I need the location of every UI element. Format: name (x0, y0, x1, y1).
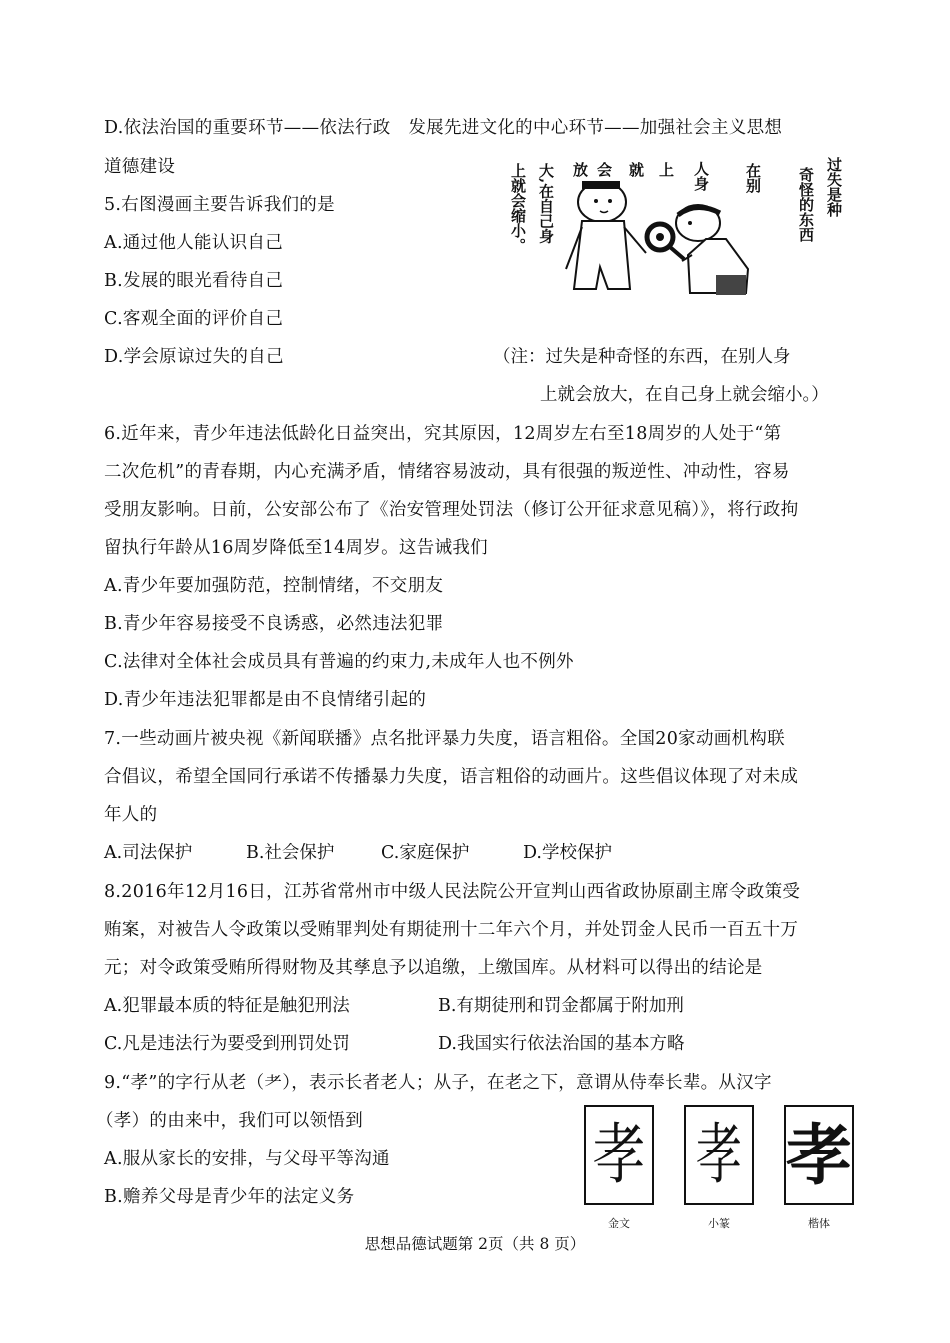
q5-stem: 5.右图漫画主要告诉我们的是 (104, 195, 335, 215)
q9-stem-line2: （孝）的由来中，我们可以领悟到 (96, 1111, 363, 1131)
q9-option-a: A.服从家长的安排，与父母平等沟通 (104, 1149, 390, 1169)
q7-option-b: B.社会保护 (246, 843, 335, 863)
q7-stem-line3: 年人的 (104, 805, 158, 825)
q6-option-d: D.青少年违法犯罪都是由不良情绪引起的 (104, 690, 427, 710)
glyph-kaiti: 孝 (784, 1105, 854, 1205)
q9-stem-line1: 9.“孝”的字行从老（耂），表示长者老人；从子，在老之下，意谓从侍奉长辈。从汉字 (104, 1073, 772, 1093)
cartoon-caption-2: 奇怪的东西 (797, 167, 815, 242)
cartoon-caption-8: 放 (573, 161, 589, 179)
glyph-label-kaiti: 楷体 (808, 1217, 830, 1230)
glyph-jinwen: 孝 (584, 1105, 654, 1205)
q5-option-b: B.发展的眼光看待自己 (104, 271, 284, 291)
cartoon-caption-6: 就 (629, 161, 645, 179)
q8-option-a: A.犯罪最本质的特征是触犯刑法 (104, 996, 350, 1016)
cartoon-caption-5: 上 (659, 161, 675, 179)
q8-option-d: D.我国实行依法治国的基本方略 (438, 1034, 685, 1054)
q6-option-c: C.法律对全体社会成员具有普遍的约束力,未成年人也不例外 (104, 652, 574, 672)
cartoon-caption-7: 会 (597, 161, 613, 179)
page-footer: 思想品德试题第 2页（共 8 页） (364, 1235, 586, 1253)
q8-option-c: C.凡是违法行为要受到刑罚处罚 (104, 1034, 350, 1054)
q4-option-d-line1: D.依法治国的重要环节——依法行政 发展先进文化的中心环节——加强社会主义思想 (104, 118, 783, 138)
q5-option-a: A.通过他人能认识自己 (104, 233, 283, 253)
q7-option-d: D.学校保护 (523, 843, 612, 863)
cartoon-caption-1: 过失是种 (825, 157, 843, 217)
cartoon-note-line2: 上就会放大，在自己身上就会缩小。） (540, 385, 829, 405)
q6-option-a: A.青少年要加强防范，控制情绪，不交朋友 (104, 576, 444, 596)
q9-option-b: B.赡养父母是青少年的法定义务 (104, 1187, 355, 1207)
q6-stem-line2: 二次危机”的青春期，内心充满矛盾，情绪容易波动，具有很强的叛逆性、冲动性，容易 (104, 462, 790, 482)
cartoon-caption-4: 人身 (692, 161, 710, 191)
glyph-label-jinwen: 金文 (608, 1217, 630, 1230)
q8-stem-line1: 8.2016年12月16日，江苏省常州市中级人民法院公开宣判山西省政协原副主席令政策受 (104, 882, 801, 902)
cartoon-note-line1: （注：过失是种奇怪的东西，在别人身 (493, 347, 791, 367)
q8-stem-line3: 元；对令政策受贿所得财物及其孳息予以追缴，上缴国库。从材料可以得出的结论是 (104, 958, 763, 978)
cartoon-caption-10: 上就会缩小。 (509, 163, 527, 253)
q7-option-a: A.司法保护 (104, 843, 193, 863)
q7-stem-line1: 7.一些动画片被央视《新闻联播》点名批评暴力失度，语言粗俗。全国20家动画机构联 (104, 729, 785, 749)
cartoon-caption-9: 大,在自己身 (537, 163, 555, 244)
q6-stem-line4: 留执行年龄从16周岁降低至14周岁。这告诫我们 (104, 538, 488, 558)
q6-option-b: B.青少年容易接受不良诱惑，必然违法犯罪 (104, 614, 444, 634)
q6-stem-line1: 6.近年来，青少年违法低龄化日益突出，究其原因，12周岁左右至18周岁的人处于“第 (104, 424, 782, 444)
glyph-label-xiaozhuan: 小篆 (708, 1217, 730, 1230)
q6-stem-line3: 受朋友影响。日前，公安部公布了《治安管理处罚法（修订公开征求意见稿）》，将行政拘 (104, 500, 799, 520)
cartoon-illustration (500, 157, 848, 305)
q5-option-c: C.客观全面的评价自己 (104, 309, 284, 329)
q7-option-c: C.家庭保护 (381, 843, 470, 863)
q8-stem-line2: 贿案，对被告人令政策以受贿罪判处有期徒刑十二年六个月，并处罚金人民币一百五十万 (104, 920, 799, 940)
q7-stem-line2: 合倡议，希望全国同行承诺不传播暴力失度，语言粗俗的动画片。这些倡议体现了对未成 (104, 767, 799, 787)
glyph-xiaozhuan: 孝 (684, 1105, 754, 1205)
cartoon-caption-3: 在别 (744, 163, 762, 193)
q4-option-d-line2: 道德建设 (104, 157, 176, 177)
q8-option-b: B.有期徒刑和罚金都属于附加刑 (438, 996, 684, 1016)
q5-option-d: D.学会原谅过失的自己 (104, 347, 284, 367)
